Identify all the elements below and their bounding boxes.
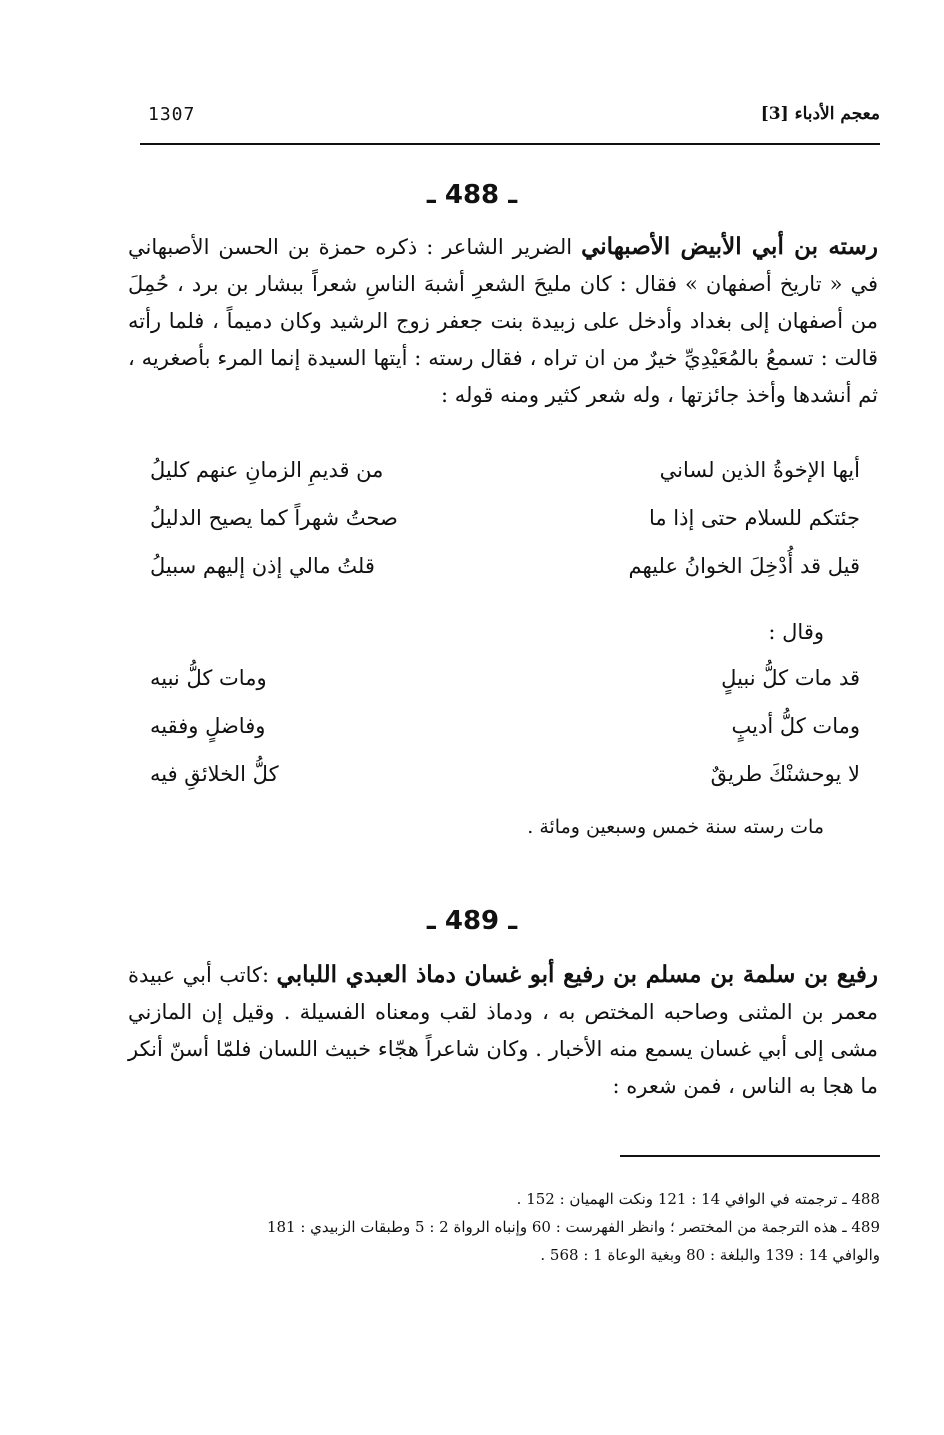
hemistich-second: صحتُ شهراً كما يصيح الدليلُ xyxy=(150,506,398,530)
entry-488-text: الضرير الشاعر : ذكره حمزة بن الحسن الأصبهاني في « تاريخ أصفهان » فقال : كان مليحَ الشعرِ أشبهَ الناسِ شعراً ببشار بن برد ، حُمِلَ من أصفهان إلى بغداد وأدخل على زبيدة بنت جعفر زوج الرشيد وكان دميماً ، فلما رأته قالت : تسمعُ بالمُعَيْدِيِّ خيرٌ من ان تراه ، فقال رسته : أيتها السيدة إنما المرء بأصغريه ، ثم أنشدها وأخذ جائزتها ، وله شعر كثير ومنه قوله : xyxy=(128,235,878,407)
page-number: 1307 xyxy=(148,104,196,125)
verse-line xyxy=(150,542,860,590)
hemistich-second: وفاضلٍ وفقيه xyxy=(150,714,266,738)
hemistich-second: من قديمِ الزمانِ عنهم كليلُ xyxy=(150,458,384,482)
header-rule xyxy=(140,143,880,145)
entry-488-body xyxy=(128,228,878,414)
hemistich-first: جئتكم للسلام حتى إذا ما xyxy=(648,506,860,530)
entry-number-489: ـ 489 ـ xyxy=(426,906,518,936)
entry-489-body xyxy=(128,956,878,1105)
entry-number-488: ـ 488 ـ xyxy=(426,180,518,210)
qal-label: وقال : xyxy=(768,620,824,644)
hemistich-first: قد مات كلُّ نبيلٍ xyxy=(721,666,860,690)
death-note: مات رسته سنة خمس وسبعين ومائة . xyxy=(527,816,824,838)
hemistich-second: ومات كلُّ نبيه xyxy=(150,666,267,690)
hemistich-second: كلُّ الخلائقِ فيه xyxy=(150,762,279,786)
entry-489-name: رفيع بن سلمة بن مسلم بن رفيع أبو غسان دماذ العبدي اللبابي xyxy=(276,961,878,988)
hemistich-first: لا يوحشنْكَ طريقٌ xyxy=(710,762,860,786)
hemistich-first: أيها الإخوةُ الذين لساني xyxy=(659,458,860,482)
hemistich-second: قلتُ مالي إذن إليهم سبيلُ xyxy=(150,554,375,578)
verse-line xyxy=(150,494,860,542)
running-title: معجم الأدباء [3] xyxy=(760,104,880,124)
footnote-489-cont: والوافي 14 : 139 والبلغة : 80 وبغية الوعاة 1 : 568 . xyxy=(540,1246,880,1264)
verse-line xyxy=(150,702,860,750)
poem-1 xyxy=(150,446,860,590)
entry-488-name: رسته بن أبي الأبيض الأصبهاني xyxy=(581,233,878,260)
hemistich-first: ومات كلُّ أديبٍ xyxy=(731,714,860,738)
poem-2 xyxy=(150,654,860,798)
verse-line xyxy=(150,750,860,798)
footnotes xyxy=(120,1185,880,1269)
verse-line xyxy=(150,654,860,702)
verse-line xyxy=(150,446,860,494)
hemistich-first: قيل قد أُدْخِلَ الخوانُ عليهم xyxy=(628,554,860,578)
footnote-rule xyxy=(620,1155,880,1157)
footnote-489: 489 ـ هذه الترجمة من المختصر ؛ وانظر الفهرست : 60 وإنباه الرواة 2 : 5 وطبقات الزبيدي : 181 xyxy=(266,1218,880,1236)
footnote-488: 488 ـ ترجمته في الوافي 14 : 121 ونكت الهميان : 152 . xyxy=(516,1190,880,1208)
page-header xyxy=(140,100,880,140)
entry-489-text: :كاتب أبي عبيدة معمر بن المثنى وصاحبه المختص به ، ودماذ لقب ومعناه الفسيلة . وقيل إن المازني مشى إلى أبي غسان يسمع منه الأخبار . وكان شاعراً هجّاء خبيث اللسان فلمّا أسنّ أنكر ما هجا به الناس ، فمن شعره : xyxy=(128,963,878,1098)
